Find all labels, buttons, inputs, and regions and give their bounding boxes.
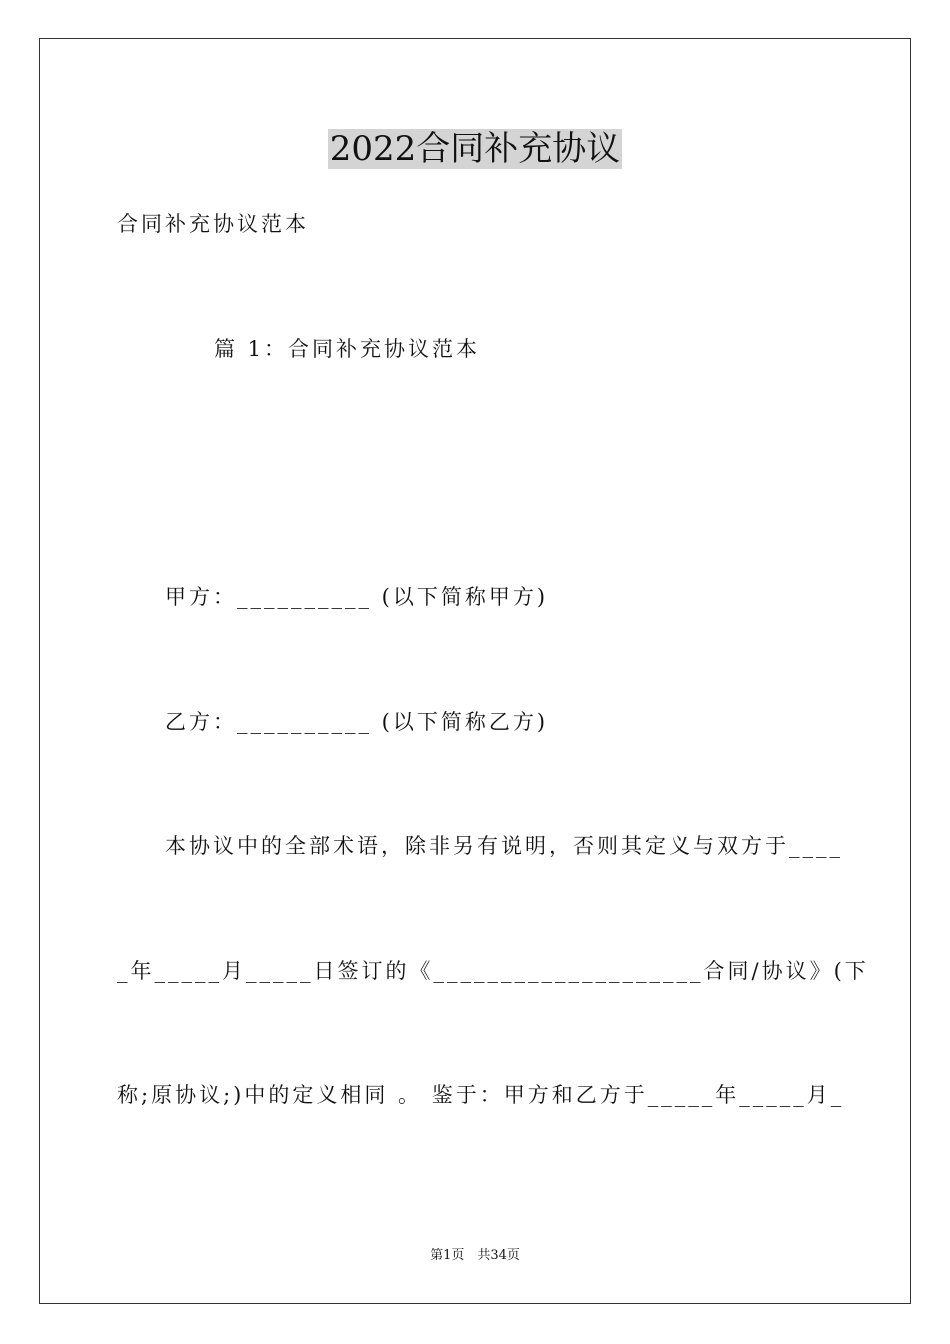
body-line-2: _年_____月_____日签订的《____________________合同/协议》(下 (117, 959, 869, 983)
document-title-text: 2022合同补充协议 (329, 129, 621, 169)
page-footer: 第1页 共34页 (430, 1248, 520, 1263)
chapter-heading: 篇 1：合同补充协议范本 (214, 337, 481, 361)
body-line-3: 称;原协议;)中的定义相同 。 鉴于：甲方和乙方于_____年_____月_ (117, 1083, 845, 1107)
party-b-line: 乙方：__________ (以下简称乙方) (165, 710, 549, 734)
document-subtitle: 合同补充协议范本 (117, 212, 309, 236)
party-a-line: 甲方：__________ (以下简称甲方) (165, 585, 549, 609)
body-line-1: 本协议中的全部术语，除非另有说明，否则其定义与双方于____ (165, 834, 843, 858)
document-title (0, 125, 950, 173)
